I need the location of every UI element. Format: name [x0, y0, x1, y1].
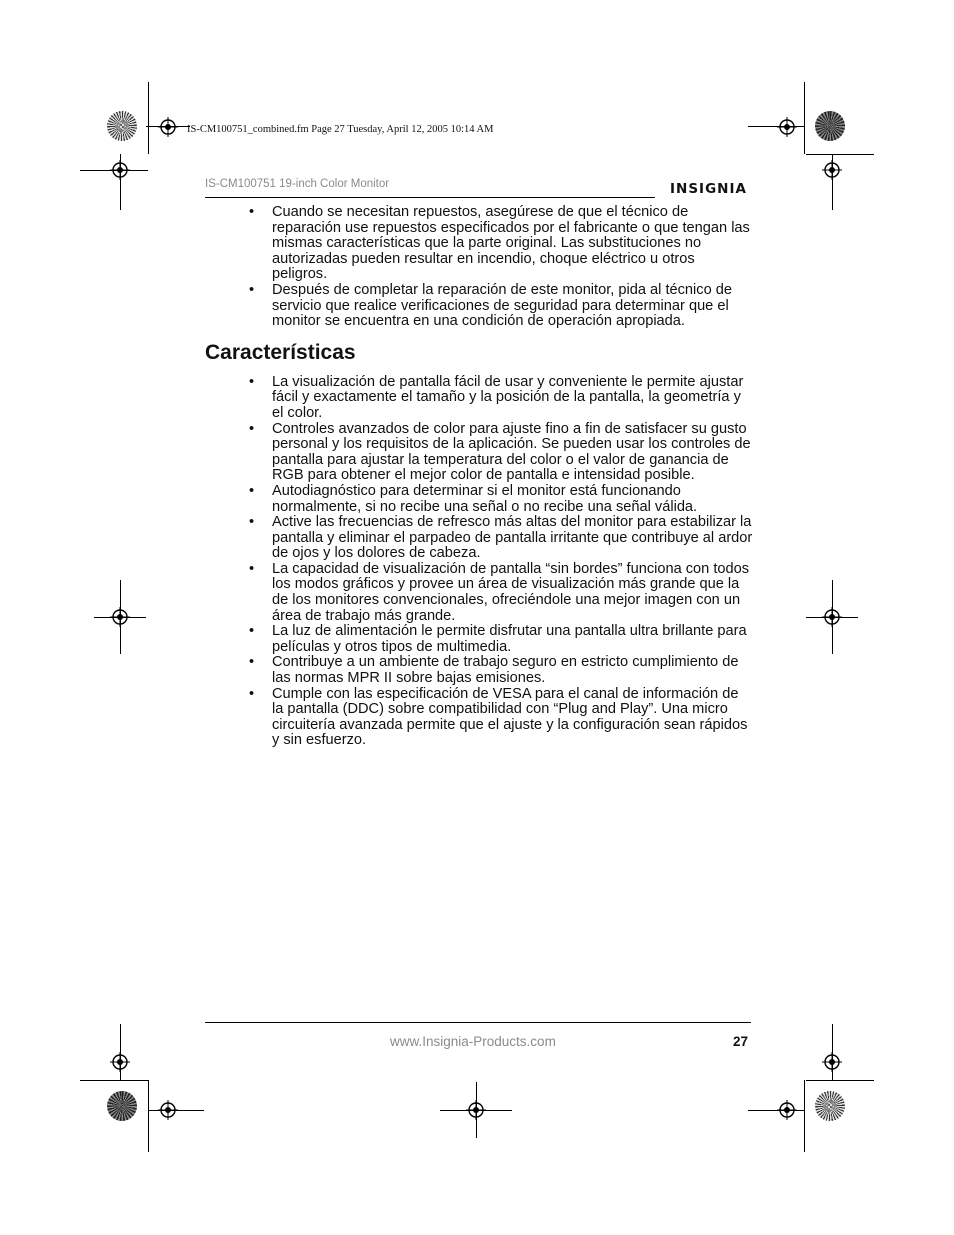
- features-bullet-list: [205, 375, 753, 749]
- running-header-title: IS-CM100751 19-inch Color Monitor: [205, 178, 390, 190]
- registration-target-icon: [777, 1100, 797, 1120]
- list-item: • Controles avanzados de color para ajuste fino a fin de satisfacer su gusto personal y los requisitos de la aplicación. Se pueden usar los controles de pantalla para ajustar la temperatura del color o el valor de ganancia de RGB para obtener el mejor color de pantalla e intensidad posible.: [205, 422, 753, 484]
- list-item: • Cumple con las especificación de VESA para el canal de información de la pantalla (DDC) sobre compatibilidad con “Plug and Play”. Una micro circuitería avanzada permite que el ajuste y la configuración sean rápidos y sin esfuerzo.: [205, 687, 753, 749]
- list-item: • Autodiagnóstico para determinar si el monitor está funcionando normalmente, si no recibe una señal o no recibe una señal válida.: [205, 484, 753, 515]
- registration-target-icon: [110, 160, 130, 180]
- registration-target-icon: [110, 607, 130, 627]
- registration-target-icon: [822, 607, 842, 627]
- list-item: • La capacidad de visualización de pantalla “sin bordes” funciona con todos los modos gráficos y provee un área de visualización más grande que la de los monitores convencionales, ofreciéndole una mejor imagen con un área de trabajo más grande.: [205, 562, 753, 624]
- footer-rule: [205, 1022, 751, 1023]
- registration-target-icon: [158, 117, 178, 137]
- starburst-target-icon: [815, 1091, 845, 1121]
- section-heading: Características: [205, 340, 356, 364]
- list-item: • Cuando se necesitan repuestos, asegúrese de que el técnico de reparación use repuestos especificados por el fabricante o que tengan las mismas características que la parte original. Las substituciones no autorizadas pueden resultar en incendio, choque eléctrico u otros peligros.: [205, 205, 753, 283]
- insignia-logo: INSIGNIA: [670, 181, 747, 197]
- footer-url: www.Insignia-Products.com: [390, 1034, 556, 1049]
- registration-target-icon: [466, 1100, 486, 1120]
- registration-target-icon: [158, 1100, 178, 1120]
- page-number: 27: [733, 1034, 749, 1049]
- header-rule: [205, 197, 655, 198]
- registration-target-icon: [777, 117, 797, 137]
- page-content: [205, 205, 753, 749]
- registration-target-icon: [110, 1052, 130, 1072]
- starburst-target-icon: [107, 111, 137, 141]
- list-item: • Después de completar la reparación de este monitor, pida al técnico de servicio que realice verificaciones de seguridad para determinar que el monitor se encuentra en una condición de operación apropiada.: [205, 283, 753, 330]
- starburst-target-icon: [107, 1091, 137, 1121]
- starburst-target-icon: [815, 111, 845, 141]
- list-item: • La luz de alimentación le permite disfrutar una pantalla ultra brillante para películas y otros tipos de multimedia.: [205, 624, 753, 655]
- registration-target-icon: [822, 1052, 842, 1072]
- intro-bullet-list: [205, 205, 753, 330]
- list-item: • Contribuye a un ambiente de trabajo seguro en estricto cumplimiento de las normas MPR II sobre bajas emisiones.: [205, 655, 753, 686]
- list-item: • La visualización de pantalla fácil de usar y conveniente le permite ajustar fácil y exactamente el tamaño y la posición de la pantalla, la geometría y el color.: [205, 375, 753, 422]
- registration-target-icon: [822, 160, 842, 180]
- list-item: • Active las frecuencias de refresco más altas del monitor para estabilizar la pantalla y eliminar el parpadeo de pantalla irritante que contribuye al ardor de ojos y los dolores de cabeza.: [205, 515, 753, 562]
- file-slug: IS-CM100751_combined.fm Page 27 Tuesday, April 12, 2005 10:14 AM: [187, 124, 494, 135]
